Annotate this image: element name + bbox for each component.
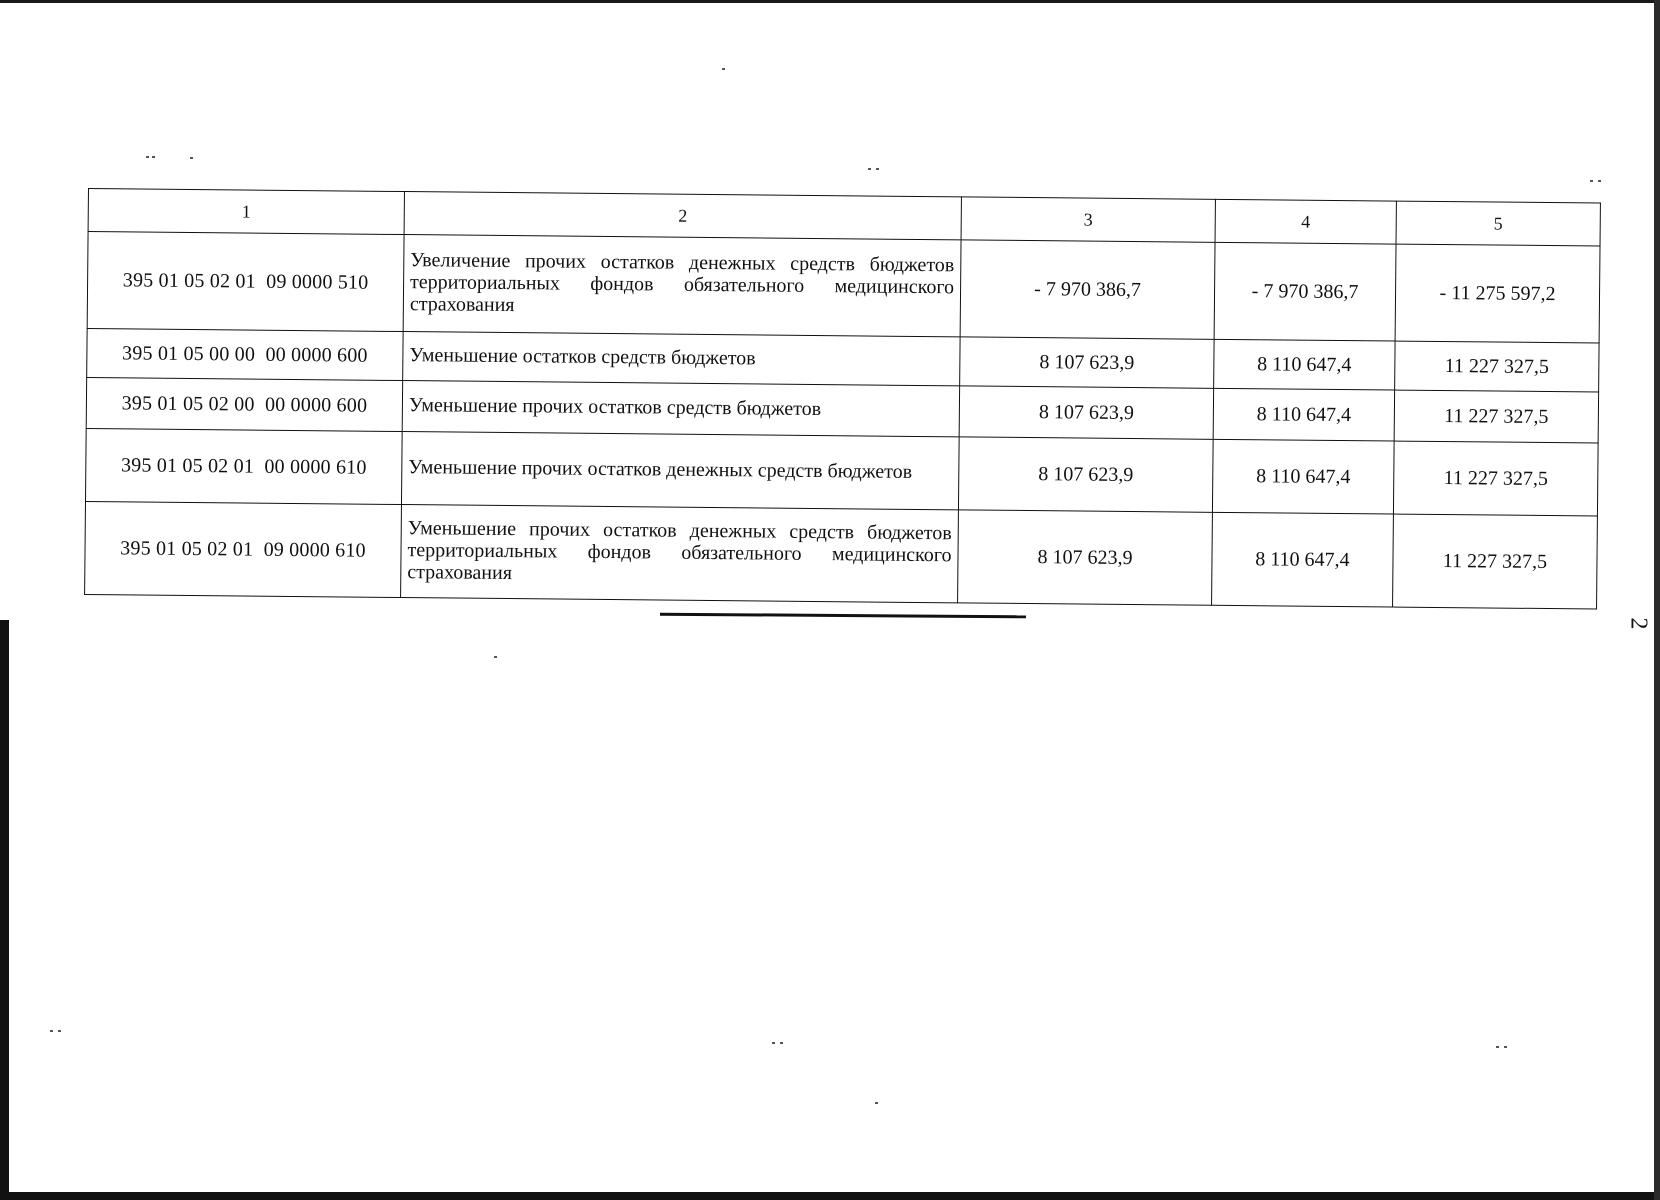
header-cell-1: 1 — [88, 189, 404, 235]
value-col-5: - 11 275 597,2 — [1395, 244, 1600, 343]
value-col-3: 8 107 623,9 — [958, 437, 1213, 512]
budget-sources-table — [84, 188, 1601, 610]
value-col-3: 8 107 623,9 — [958, 510, 1213, 605]
value-col-4: - 7 970 386,7 — [1214, 242, 1396, 341]
scan-edge-left — [0, 620, 9, 1200]
value-col-4: 8 110 647,4 — [1213, 388, 1394, 441]
header-cell-4: 4 — [1215, 199, 1396, 244]
budget-code: 395 01 05 02 01 09 0000 610 — [85, 501, 402, 597]
item-name: Увеличение прочих остатков денежных средств бюджетов территориальных фондов обязательного медицинского страхования — [403, 235, 961, 337]
table-row — [85, 501, 1598, 609]
value-col-3: 8 107 623,9 — [960, 337, 1214, 388]
value-col-4: 8 110 647,4 — [1212, 439, 1394, 514]
scan-edge-right — [1654, 0, 1660, 1200]
value-col-5: 11 227 327,5 — [1395, 341, 1599, 392]
value-col-4: 8 110 647,4 — [1212, 512, 1394, 607]
budget-code: 395 01 05 02 01 00 0000 610 — [85, 428, 402, 504]
budget-code: 395 01 05 02 00 00 0000 600 — [86, 377, 402, 431]
item-name: Уменьшение остатков средств бюджетов — [403, 332, 960, 386]
item-name: Уменьшение прочих остатков денежных средств бюджетов территориальных фондов обязательного медицинского страхования — [401, 505, 959, 603]
budget-table-wrapper — [84, 188, 1600, 609]
item-name: Уменьшение прочих остатков денежных средств бюджетов — [401, 432, 959, 510]
value-col-5: 11 227 327,5 — [1394, 390, 1598, 443]
value-col-5: 11 227 327,5 — [1393, 441, 1598, 516]
value-col-3: 8 107 623,9 — [959, 386, 1213, 439]
header-cell-2: 2 — [404, 192, 961, 240]
header-cell-5: 5 — [1396, 201, 1600, 246]
page-number: 2 — [1625, 617, 1652, 630]
scan-edge-bottom — [0, 1192, 1660, 1200]
budget-code: 395 01 05 02 01 09 0000 510 — [87, 232, 404, 332]
item-name: Уменьшение прочих остатков средств бюджетов — [402, 381, 959, 437]
end-of-table-rule — [660, 613, 1026, 619]
value-col-4: 8 110 647,4 — [1214, 339, 1395, 390]
scan-edge-top — [0, 0, 1660, 3]
value-col-5: 11 227 327,5 — [1393, 514, 1598, 609]
table-row — [87, 232, 1600, 344]
header-cell-3: 3 — [961, 197, 1215, 242]
budget-code: 395 01 05 00 00 00 0000 600 — [87, 328, 403, 380]
value-col-3: - 7 970 386,7 — [960, 240, 1215, 339]
